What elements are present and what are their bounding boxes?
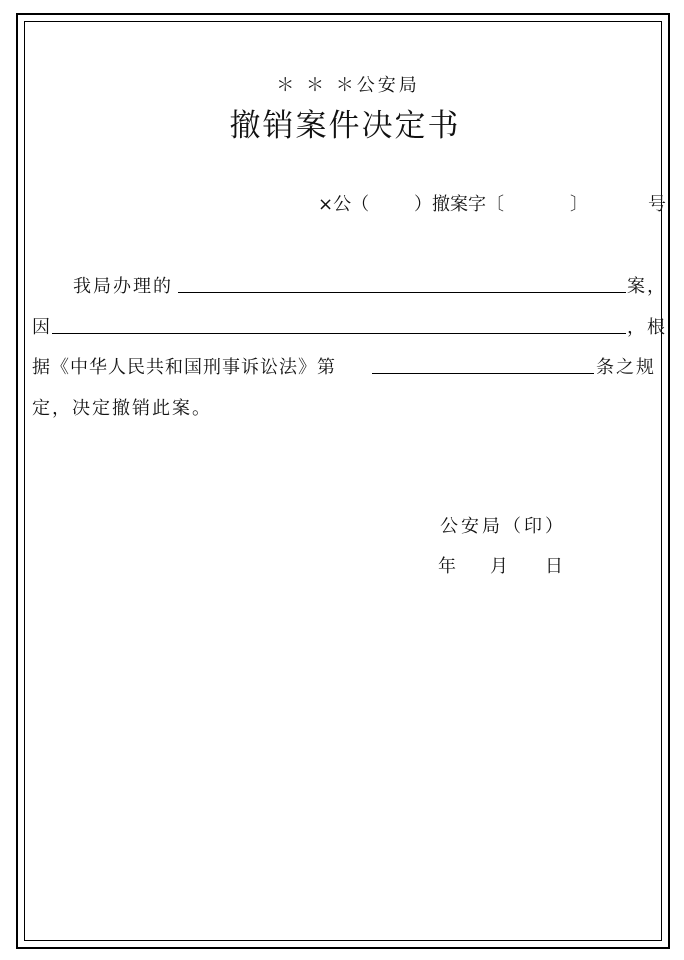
body-line1-start: 我局办理的	[73, 276, 173, 297]
body-line2-start: 因	[32, 317, 52, 338]
case-name-blank[interactable]	[178, 292, 626, 293]
serial-middle: ）撤案字〔	[414, 194, 504, 215]
body-line1-end: 案，	[627, 276, 667, 297]
issuing-authority: ＊ ＊ ＊公安局	[276, 75, 420, 96]
date-day: 日	[545, 556, 566, 577]
body-line3-end: 条之规	[596, 357, 656, 378]
date-year: 年	[438, 556, 459, 577]
article-number-blank[interactable]	[372, 373, 594, 374]
date-month: 月	[490, 556, 511, 577]
document-inner-border	[24, 21, 662, 941]
serial-suffix: 号	[648, 194, 666, 215]
document-title: 撤销案件决定书	[229, 108, 461, 144]
body-line4: 定，决定撤销此案。	[32, 398, 212, 419]
reason-blank[interactable]	[52, 333, 626, 334]
authority-seal: 公安局（印）	[440, 516, 566, 537]
body-line3-start: 据《中华人民共和国刑事诉讼法》第	[32, 357, 336, 378]
serial-bracket-close: 〕	[570, 194, 588, 215]
serial-prefix: ×公（	[318, 194, 370, 215]
body-line2-end: ，根	[627, 317, 667, 338]
